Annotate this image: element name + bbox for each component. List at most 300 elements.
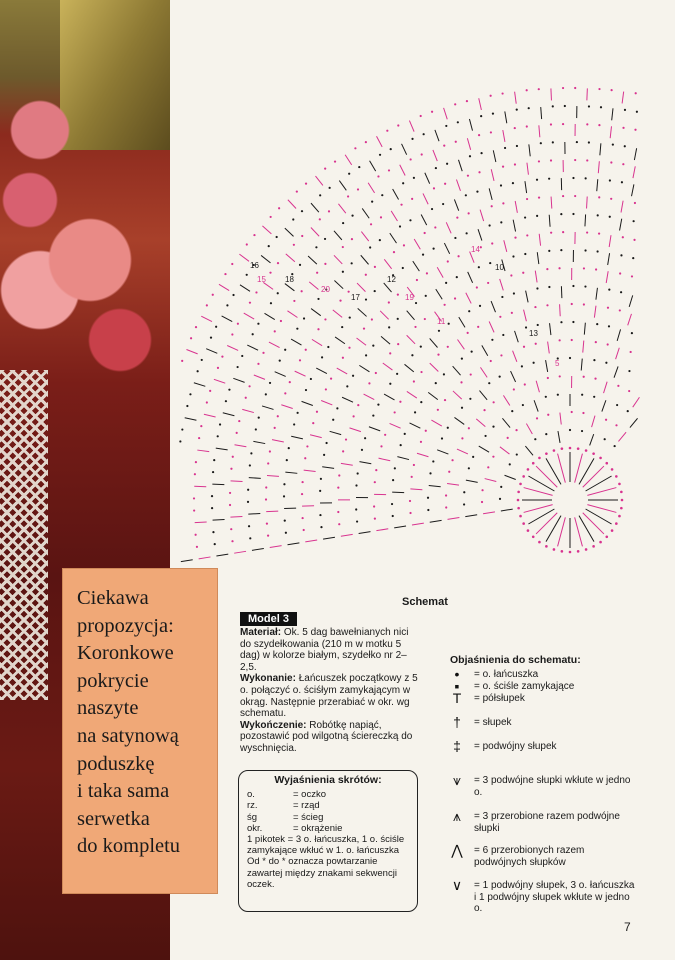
stitch [334, 255, 342, 264]
chain-dot [618, 515, 621, 518]
legend-text: = o. łańcuszka [474, 669, 539, 680]
chain-dot [374, 266, 376, 268]
stitch [377, 136, 383, 147]
chain-dot [630, 351, 632, 353]
stitch [199, 557, 211, 559]
chain-dot [402, 267, 404, 269]
chain-dot [616, 404, 618, 406]
stitch [213, 519, 225, 520]
chain-dot [257, 323, 259, 325]
stitch [524, 505, 553, 513]
promo-line: poduszkę [77, 752, 155, 775]
chain-dot [610, 198, 612, 200]
material-text: Ok. 5 dag bawełnianych nici do szydełkowania (210 m w motku 5 dag) w kolorze białym, szydełko nr 2–2,5. [240, 627, 409, 673]
stitch [433, 150, 437, 161]
legend-item [440, 772, 635, 798]
chain-dot [491, 339, 493, 341]
chain-dot [628, 390, 630, 392]
stitch [391, 211, 397, 221]
chain-dot [605, 462, 608, 465]
stitch [204, 414, 216, 417]
chain-dot [268, 245, 270, 247]
promo-line: na satynową [77, 724, 179, 747]
chain-dot [363, 327, 365, 329]
stitch [407, 311, 415, 320]
chain-dot [253, 234, 255, 236]
chain-dot [421, 153, 423, 155]
chain-dot [355, 508, 357, 510]
chain-dot [391, 503, 393, 505]
promo-line: propozycja: [77, 614, 174, 637]
chain-dot [277, 415, 279, 417]
legend-text: = półsłupek [474, 693, 525, 704]
chain-dot [434, 226, 436, 228]
stitch [616, 348, 620, 359]
chain-dot [409, 219, 411, 221]
stitch [539, 125, 540, 137]
stitch [513, 351, 517, 362]
chain-dot [636, 111, 638, 113]
chain-dot [288, 447, 290, 449]
chain-dot [409, 512, 411, 514]
chain-dot [310, 378, 312, 380]
chain-dot [469, 398, 471, 400]
chain-dot [500, 221, 502, 223]
stitch [505, 111, 507, 123]
stitch [350, 428, 361, 432]
stitch [534, 400, 538, 411]
legend-item [440, 690, 635, 706]
chain-dot [247, 489, 249, 491]
chain-dot [334, 160, 336, 162]
chain-dot [267, 535, 269, 537]
abbr-meaning: = okrążenie [293, 822, 343, 834]
chain-dot [466, 100, 468, 102]
chain-dot [317, 328, 319, 330]
stitch [359, 365, 369, 371]
chain-dot [525, 326, 527, 328]
chain-dot [258, 417, 260, 419]
chain-dot [249, 537, 251, 539]
stitch [362, 208, 369, 218]
stitch [405, 364, 414, 372]
chain-dot [379, 154, 381, 156]
chain-dot [476, 286, 478, 288]
stitch [632, 184, 634, 196]
work-label: Wykonanie: [240, 673, 296, 685]
chain-dot [380, 216, 382, 218]
chain-dot [597, 214, 599, 216]
promo-line: Ciekawa [77, 587, 149, 609]
chain-dot [598, 88, 600, 90]
chain-dot [447, 260, 449, 262]
crochet-diagram [175, 20, 645, 590]
stitch [270, 546, 282, 548]
stitch [376, 529, 388, 531]
chain-dot [400, 444, 402, 446]
chain-dot [605, 362, 607, 364]
chain-dot [562, 123, 564, 125]
chain-dot [478, 266, 480, 268]
chain-dot [585, 449, 588, 452]
stitch [417, 453, 428, 457]
chain-dot [194, 473, 196, 475]
chain-dot [337, 487, 339, 489]
chain-dot [302, 517, 304, 519]
stitch [546, 360, 548, 372]
stitch [359, 462, 371, 464]
stitch [311, 228, 319, 237]
chain-dot [455, 141, 457, 143]
stitch [467, 138, 470, 150]
chain-dot [510, 274, 512, 276]
chain-dot [463, 491, 465, 493]
stitch [628, 314, 632, 325]
chain-dot [445, 506, 447, 508]
chain-dot [522, 475, 525, 478]
chain-dot [420, 441, 422, 443]
stitch [342, 397, 353, 402]
legend-item [440, 738, 635, 754]
chain-dot [463, 503, 465, 505]
chain-dot [443, 145, 445, 147]
chain-dot [193, 497, 195, 499]
stitch [453, 391, 462, 399]
chain-dot [550, 123, 552, 125]
stitch [587, 488, 616, 496]
stitch [400, 165, 405, 176]
stitch [337, 368, 347, 374]
stitch [413, 261, 420, 271]
chain-dot [444, 304, 446, 306]
chain-dot [522, 522, 525, 525]
chain-dot [189, 393, 191, 395]
chain-dot [248, 385, 250, 387]
chain-dot [461, 437, 463, 439]
chain-dot [467, 175, 469, 177]
chain-dot [443, 373, 445, 375]
three-trebles-together-icon: ⩚ [453, 808, 461, 824]
chain-dot [319, 514, 321, 516]
chain-dot [515, 429, 517, 431]
chain-dot [524, 253, 526, 255]
chain-dot [351, 262, 353, 264]
chain-dot [572, 177, 574, 179]
chain-dot [397, 293, 399, 295]
chain-dot [560, 249, 562, 251]
abbreviation-row [247, 823, 409, 834]
stitch [312, 339, 322, 345]
stitch [402, 144, 407, 155]
chain-dot [465, 194, 467, 196]
chain-dot [179, 440, 181, 442]
chain-dot [365, 141, 367, 143]
chain-dot [195, 461, 197, 463]
stitch [430, 520, 442, 522]
chain-dot [461, 357, 463, 359]
chain-dot [209, 390, 211, 392]
chain-dot [457, 121, 459, 123]
chain-dot [610, 161, 612, 163]
stitch [334, 231, 342, 240]
stitch [216, 554, 228, 556]
stitch [558, 517, 566, 546]
stitch [248, 514, 260, 515]
chain-dot [181, 360, 183, 362]
chain-dot [413, 177, 415, 179]
chain-dot [621, 499, 624, 502]
chain-dot [574, 159, 576, 161]
chain-dot [324, 263, 326, 265]
chain-dot [347, 195, 349, 197]
chain-dot [427, 497, 429, 499]
chain-dot [534, 306, 536, 308]
chain-dot [604, 438, 606, 440]
chain-dot [621, 181, 623, 183]
chain-dot [299, 359, 301, 361]
chain-dot [374, 290, 376, 292]
stitch [269, 342, 280, 348]
stitch [291, 436, 303, 439]
legend-text: = 1 podwójny słupek, 3 o. łańcuszka i 1 podwójny słupek wkłute w jedno o. [474, 880, 635, 914]
stitch [633, 397, 640, 407]
chain-dot [411, 138, 413, 140]
chain-dot [536, 215, 538, 217]
chain-dot [301, 493, 303, 495]
chain-dot [212, 531, 214, 533]
chain-dot [571, 411, 573, 413]
chain-dot [612, 143, 614, 145]
chain-dot [396, 373, 398, 375]
stitch [453, 366, 461, 375]
stitch [526, 424, 532, 434]
chain-dot [276, 236, 278, 238]
stitch [584, 323, 585, 335]
chain-dot [560, 321, 562, 323]
chain-dot [581, 394, 583, 396]
stitch [339, 181, 346, 191]
chain-dot [595, 341, 597, 343]
chain-dot-icon: • [454, 666, 460, 682]
chain-dot [581, 430, 583, 432]
stitch [227, 345, 238, 350]
chain-dot [596, 250, 598, 252]
chain-dot [348, 291, 350, 293]
chain-dot [210, 337, 212, 339]
stitch [558, 454, 566, 483]
chain-dot [394, 411, 396, 413]
chain-dot [399, 401, 401, 403]
chain-dot [351, 238, 353, 240]
chain-dot [246, 243, 248, 245]
stitch [590, 434, 594, 445]
stitch [502, 418, 510, 427]
chain-dot [511, 410, 513, 412]
abbreviations-box [238, 770, 418, 912]
chain-dot [342, 357, 344, 359]
stitch [454, 417, 464, 424]
stitch [527, 163, 529, 175]
chain-dot [492, 113, 494, 115]
chain-dot [269, 382, 271, 384]
chain-dot [285, 532, 287, 534]
chain-dot [315, 246, 317, 248]
chain-dot [546, 304, 548, 306]
chain-dot [324, 318, 326, 320]
stitch [291, 339, 301, 345]
chain-dot [384, 434, 386, 436]
stitch [428, 392, 438, 399]
chain-dot [370, 223, 372, 225]
chain-dot [577, 550, 580, 553]
chain-dot [552, 141, 554, 143]
stitch [364, 394, 375, 399]
chain-dot [330, 378, 332, 380]
chain-dot [422, 254, 424, 256]
stitch [429, 486, 441, 487]
chain-dot [316, 272, 318, 274]
chain-dot [468, 310, 470, 312]
chain-dot [230, 468, 232, 470]
chain-dot [247, 501, 249, 503]
chain-dot [399, 225, 401, 227]
chain-dot [250, 452, 252, 454]
chain-dot [413, 380, 415, 382]
chain-dot [190, 337, 192, 339]
chain-dot [628, 370, 630, 372]
chain-dot [502, 202, 504, 204]
chain-dot [478, 134, 480, 136]
stitch [466, 480, 478, 482]
stitch [380, 311, 389, 319]
stitch [489, 188, 492, 200]
chain-dot [249, 302, 251, 304]
chain-dot [547, 414, 549, 416]
chain-dot [229, 504, 231, 506]
stitch [265, 313, 275, 319]
chain-dot [615, 475, 618, 478]
chain-dot [526, 125, 528, 127]
stitch [456, 180, 460, 191]
chain-dot [274, 427, 276, 429]
chain-dot [538, 88, 540, 90]
stitch [600, 143, 601, 155]
stitch [397, 457, 409, 460]
chain-dot [522, 404, 524, 406]
abbr: o. [247, 789, 255, 801]
chain-dot [301, 235, 303, 237]
stitch [524, 310, 527, 322]
chain-dot [571, 303, 573, 305]
stitch [483, 512, 495, 514]
chain-dot [454, 297, 456, 299]
chain-dot [594, 378, 596, 380]
chain-dot [622, 127, 624, 129]
abbr: okr. [247, 822, 263, 834]
chain-dot [538, 160, 540, 162]
chain-dot [284, 392, 286, 394]
chain-dot [585, 177, 587, 179]
stitch [587, 505, 616, 513]
chain-dot [265, 486, 267, 488]
chain-dot [516, 109, 518, 111]
chain-dot [516, 453, 518, 455]
chain-dot [468, 467, 470, 469]
chain-dot [448, 323, 450, 325]
stitch [579, 516, 594, 542]
finish-label: Wykończenie: [240, 719, 307, 731]
chain-dot [611, 89, 613, 91]
chain-dot [536, 417, 538, 419]
stitch [579, 458, 594, 484]
stitch [511, 371, 516, 382]
chain-dot [212, 294, 214, 296]
stitch [608, 253, 610, 265]
chain-dot [336, 407, 338, 409]
chain-dot [365, 354, 367, 356]
stitch [384, 259, 391, 269]
chain-dot [270, 216, 272, 218]
chain-dot [342, 271, 344, 273]
stitch [409, 121, 414, 132]
chain-dot [388, 326, 390, 328]
material-label: Materiał: [240, 627, 282, 638]
finish-text: Robótkę napiąć, pozostawić pod wilgotną ściereczką do wyschnięcia. [240, 719, 413, 754]
chain-dot [445, 494, 447, 496]
chain-dot [352, 415, 354, 417]
chain-dot [269, 450, 271, 452]
stitch [617, 329, 620, 341]
stitch [501, 509, 513, 511]
chain-dot [435, 382, 437, 384]
stitch [379, 458, 391, 461]
stitch [549, 215, 550, 227]
chain-dot [217, 367, 219, 369]
chain-dot [538, 196, 540, 198]
stitch [457, 340, 464, 350]
chain-dot [502, 334, 504, 336]
lace-edging [0, 370, 48, 700]
chain-dot [569, 357, 571, 359]
chain-dot [232, 294, 234, 296]
stitch [546, 458, 561, 484]
chain-dot [435, 167, 437, 169]
stitch [410, 489, 422, 490]
chain-dot [445, 282, 447, 284]
stitch [431, 420, 441, 426]
chain-dot [502, 166, 504, 168]
chain-dot [456, 276, 458, 278]
chain-dot [312, 422, 314, 424]
stitch [341, 463, 353, 465]
chain-dot [319, 490, 321, 492]
stitch [586, 509, 612, 524]
chain-dot [198, 437, 200, 439]
chain-dot [429, 472, 431, 474]
stitch [550, 323, 551, 335]
stitch [458, 160, 462, 171]
legend-item [440, 678, 635, 694]
chain-dot [241, 355, 243, 357]
chain-dot [572, 213, 574, 215]
chain-dot [432, 460, 434, 462]
chain-dot [513, 388, 515, 390]
chain-dot [303, 317, 305, 319]
stitch [407, 391, 417, 398]
chain-dot [593, 359, 595, 361]
half-double-icon: T [452, 690, 462, 706]
stitch [536, 466, 557, 487]
